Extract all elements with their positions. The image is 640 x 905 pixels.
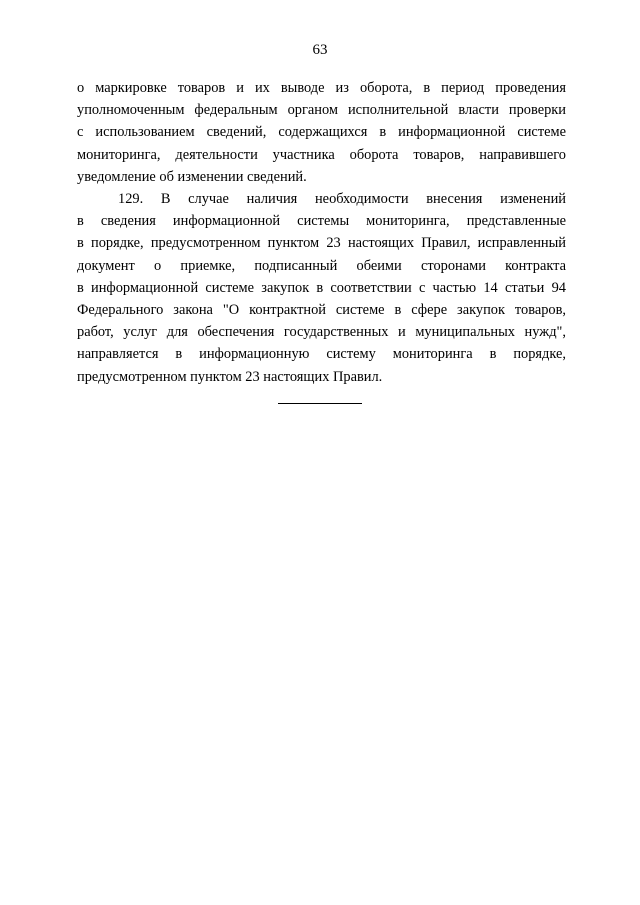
- text-line: работ, услуг для обеспечения государственных и муниципальных нужд",: [77, 324, 566, 341]
- paragraph-continuation: [77, 77, 566, 188]
- text-line: в информационной системе закупок в соответствии с частью 14 статьи 94: [77, 279, 566, 296]
- text-line: уполномоченным федеральным органом исполнительной власти проверки: [77, 102, 566, 119]
- text-line: о маркировке товаров и их выводе из оборота, в период проведения: [77, 80, 566, 96]
- text-line: направляется в информационную систему мониторинга в порядке,: [77, 346, 566, 363]
- text-line: мониторинга, деятельности участника оборота товаров, направившего: [77, 146, 566, 163]
- text-line: документ о приемке, подписанный обеими сторонами контракта: [77, 257, 566, 274]
- text-line: в порядке, предусмотренном пунктом 23 настоящих Правил, исправленный: [77, 235, 566, 252]
- document-body: [77, 77, 566, 388]
- text-line: с использованием сведений, содержащихся в информационной системе: [77, 124, 566, 141]
- paragraph-129: [77, 188, 566, 388]
- text-line: Федерального закона "О контрактной системе в сфере закупок товаров,: [77, 302, 566, 319]
- text-line: предусмотренном пунктом 23 настоящих Правил.: [77, 368, 383, 385]
- end-of-text-rule: [278, 403, 362, 404]
- text-line: 129. В случае наличия необходимости внесения изменений: [118, 191, 566, 208]
- text-line: в сведения информационной системы мониторинга, представленные: [77, 213, 566, 230]
- page-number: 63: [312, 42, 328, 58]
- text-line: уведомление об изменении сведений.: [77, 168, 307, 185]
